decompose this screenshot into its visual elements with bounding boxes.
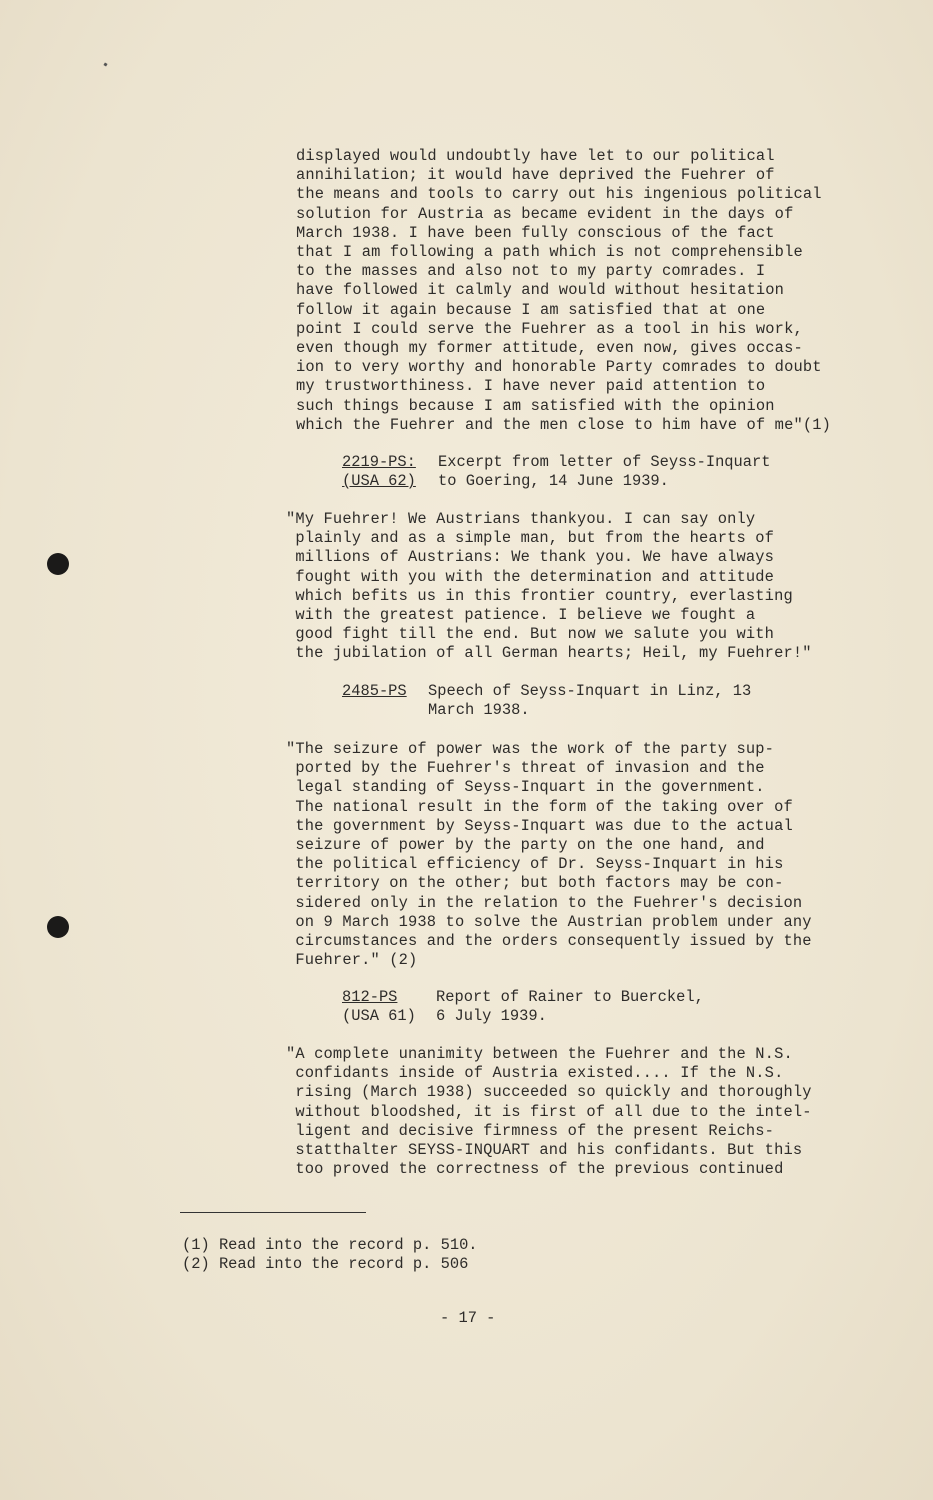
citation-id: 2219-PS: (USA 62) <box>342 453 416 491</box>
citation-id: 812-PS (USA 61) <box>342 988 416 1026</box>
footnote-divider <box>180 1212 366 1213</box>
body-paragraph-top: displayed would undoubtly have let to our political annihilation; it would have deprived the Fuehrer of the means and tools to carry out his ingenious political solution for Austria as became evident in the days of March 1938. I have been fully conscious of the fact that I am following a path which is not comprehensible to the masses and also not to my party comrades. I have followed it calmly and would without hesitation follow it again because I am satisfied that at one point I could serve the Fuehrer as a tool in his work, even though my former attitude, even now, gives occas- ion to very worthy and honorable Party comrades to doubt my trustworthiness. I have never paid attention to such things because I am satisfied with the opinion which the Fuehrer and the men close to him have of me"(1) <box>296 147 831 434</box>
quote-letter: "My Fuehrer! We Austrians thankyou. I can say only plainly and as a simple man, but from the hearts of millions of Austrians: We thank you. We have always fought with you with the determination and attitude which befits us in this frontier country, everlasting with the greatest patience. I believe we fought a good fight till the end. But now we salute you with the jubilation of all German hearts; Heil, my Fuehrer!" <box>286 510 812 663</box>
citation-id: 2485-PS <box>342 682 407 700</box>
quote-report: "A complete unanimity between the Fuehrer and the N.S. confidants inside of Austria existed.... If the N.S. rising (March 1938) succeeded so quickly and thoroughly without bloodshed, it is first of all due to the intel- ligent and decisive firmness of the present Reichs- statthalter SEYSS-INQUART and his confidants. But this too proved the correctness of the previous continued <box>286 1045 812 1179</box>
punch-hole-top <box>47 553 69 575</box>
paper-mark <box>103 62 107 66</box>
citation-description: Speech of Seyss-Inquart in Linz, 13 March 1938. <box>428 682 752 720</box>
punch-hole-bottom <box>47 916 69 938</box>
quote-speech: "The seizure of power was the work of the party sup- ported by the Fuehrer's threat of invasion and the legal standing of Seyss-Inquart in the government. The national result in the form of the taking over of the government by Seyss-Inquart was due to the actual seizure of power by the party on the one hand, and the political efficiency of Dr. Seyss-Inquart in his territory on the other; but both factors may be con- sidered only in the relation to the Fuehrer's decision on 9 March 1938 to solve the Austrian problem under any circumstances and the orders consequently issued by the Fuehrer." (2) <box>286 740 812 970</box>
footnote-2: (2) Read into the record p. 506 <box>182 1255 469 1273</box>
citation-description: Report of Rainer to Buerckel, 6 July 1939. <box>436 988 704 1026</box>
page-number: - 17 - <box>440 1309 496 1327</box>
citation-description: Excerpt from letter of Seyss-Inquart to Goering, 14 June 1939. <box>438 453 771 491</box>
footnote-1: (1) Read into the record p. 510. <box>182 1236 478 1254</box>
